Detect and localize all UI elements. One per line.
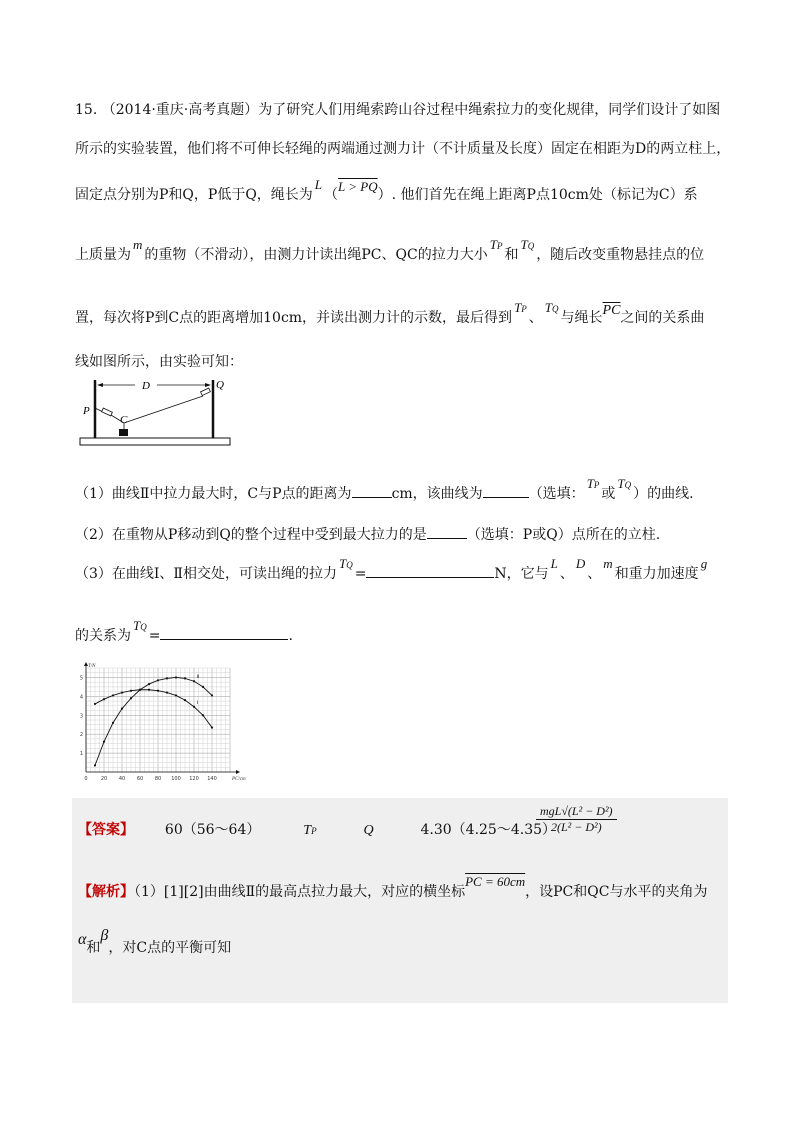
data-point [184, 699, 186, 701]
subquestion-1: （1）曲线Ⅱ中拉力最大时，C与P点的距离为 cm，该曲线为 （选填：TP或TQ）的曲线. [75, 476, 694, 502]
symbol-TQ: TQ [133, 618, 147, 633]
answer-3: Q [363, 823, 374, 838]
apparatus-diagram [75, 372, 235, 452]
label-P: P [83, 405, 90, 417]
analysis-line-1: 【解析】（1）[1][2]由曲线Ⅱ的最高点拉力最大，对应的横坐标PC = 60cm，设PC和QC与水平的夹角为 [78, 874, 708, 900]
data-point [202, 686, 204, 688]
answer-1: 60（56～64） [164, 822, 261, 838]
data-point [148, 683, 150, 685]
symbol-L: L [314, 177, 323, 192]
symbol-TP: TP [514, 300, 527, 315]
blank-2[interactable] [483, 483, 529, 498]
symbol-alpha: α [78, 931, 87, 948]
data-point [121, 691, 123, 693]
symbol-TQ: TQ [617, 476, 632, 491]
data-point [94, 703, 96, 705]
condition-L-gt-PQ: L > PQ [338, 179, 378, 194]
question-number: 15. [75, 102, 98, 118]
answer-row [78, 820, 556, 841]
blank-3[interactable] [427, 524, 467, 539]
symbol-TQ: TQ [520, 237, 535, 252]
y-tick-label: 2 [79, 732, 83, 739]
data-point [175, 694, 177, 696]
blank-5[interactable] [160, 625, 288, 640]
symbol-TP: TP [489, 237, 503, 252]
x-tick-label: 0 [84, 776, 88, 782]
subquestion-3-line-1: （3）在曲线Ⅰ、Ⅱ相交处，可读出绳的拉力TQ= N，它与L、D、m和重力加速度g [75, 556, 708, 582]
data-point [202, 714, 204, 716]
blank-4[interactable] [366, 563, 494, 578]
y-axis-label: T/N [88, 664, 96, 669]
x-tick-label: 140 [207, 776, 217, 782]
subquestion-2: （2）在重物从P移动到Q的整个过程中受到最大拉力的是 （选填：P或Q）点所在的立柱. [75, 524, 660, 545]
label-D: D [142, 380, 150, 392]
data-point [211, 726, 213, 728]
data-point [121, 708, 123, 710]
data-point [130, 697, 132, 699]
data-point [103, 741, 105, 743]
x-tick-label: 40 [118, 776, 126, 782]
y-tick-label: 3 [79, 713, 83, 720]
symbol-TQ: TQ [338, 556, 353, 571]
answer-label: 【答案】 [78, 822, 134, 838]
force-meter-Q [201, 388, 211, 395]
x-tick-label: 60 [136, 776, 144, 782]
symbol-TQ: TQ [544, 300, 559, 315]
data-point [193, 706, 195, 708]
data-point [193, 680, 195, 682]
answer-5-fraction: $\frac{\text{mgL√(L² − D²)}}{\text{2(L² − D²)}}$ [536, 804, 617, 835]
rope-CQ [124, 396, 203, 423]
symbol-PC: $\overline{PC}$ [602, 303, 621, 318]
x-tick-label: 20 [100, 776, 108, 782]
label-C: C [120, 414, 128, 426]
x-axis-label: PC/cm [232, 777, 246, 782]
symbol-m: m [133, 237, 143, 252]
x-tick-label: 120 [189, 776, 199, 782]
data-point [175, 676, 177, 678]
base-board [80, 438, 230, 445]
question-line-1: 15. （2014·重庆·高考真题）为了研究人们用绳索跨山谷过程中绳索拉力的变化规律，同学们设计了如图 [75, 102, 721, 118]
subquestion-3-line-2: 的关系为TQ= . [75, 618, 293, 644]
question-line-2: 所示的实验装置，他们将不可伸长轻绳的两端通过测力计（不计质量及长度）固定在相距为D的两立柱上， [75, 141, 731, 157]
series-label: Ⅱ [197, 675, 200, 681]
force-meter-P [102, 408, 113, 416]
x-tick-label: 80 [154, 776, 162, 782]
data-point [166, 691, 168, 693]
question-line-6: 线如图所示，由实验可知： [75, 354, 243, 370]
tension-chart [72, 660, 247, 782]
symbol-TP: TP [586, 476, 600, 491]
question-source: （2014·重庆·高考真题） [101, 102, 259, 118]
data-point [139, 689, 141, 691]
data-point [157, 679, 159, 681]
question-line-5: 置，每次将P到C点的距离增加10cm，并读出测力计的示数，最后得到TP、TQ与绳长$\overline{PC}$之间的关系曲 [75, 300, 705, 326]
label-Q: Q [216, 379, 224, 391]
answer-4: 4.30（4.25～4.35） [420, 822, 557, 838]
data-point [94, 764, 96, 766]
y-tick-label: 1 [79, 751, 83, 758]
data-point [211, 694, 213, 696]
series-label: Ⅰ [197, 700, 199, 706]
analysis-label: 【解析】 [78, 884, 134, 900]
x-axis-arrow-icon [236, 770, 240, 774]
data-point [157, 690, 159, 692]
y-tick-label: 5 [79, 675, 83, 682]
formula-PC: PC = 60cm [465, 874, 526, 889]
y-tick-label: 4 [79, 694, 83, 701]
data-point [103, 698, 105, 700]
blank-1[interactable] [352, 483, 392, 498]
question-line-4: 上质量为m的重物（不滑动），由测力计读出绳PC、QC的拉力大小TP和TQ，随后改变重物悬挂点的位 [75, 237, 705, 263]
answer-2: TP [303, 823, 317, 838]
x-tick-label: 100 [171, 776, 181, 782]
arrow-left-icon [97, 383, 103, 387]
analysis-line-2: α和β，对C点的平衡可知 [78, 927, 232, 956]
question-line-3: 固定点分别为P和Q，P低于Q，绳长为L（L > PQ）. 他们首先在绳上距离P点10cm处（标记为C）系 [75, 177, 698, 203]
symbol-beta: β [100, 927, 109, 944]
data-point [112, 722, 114, 724]
data-point [148, 689, 150, 691]
arrow-right-icon [205, 383, 211, 387]
hanging-mass [119, 429, 128, 436]
data-point [184, 677, 186, 679]
data-point [166, 677, 168, 679]
data-point [112, 694, 114, 696]
data-point [130, 690, 132, 692]
